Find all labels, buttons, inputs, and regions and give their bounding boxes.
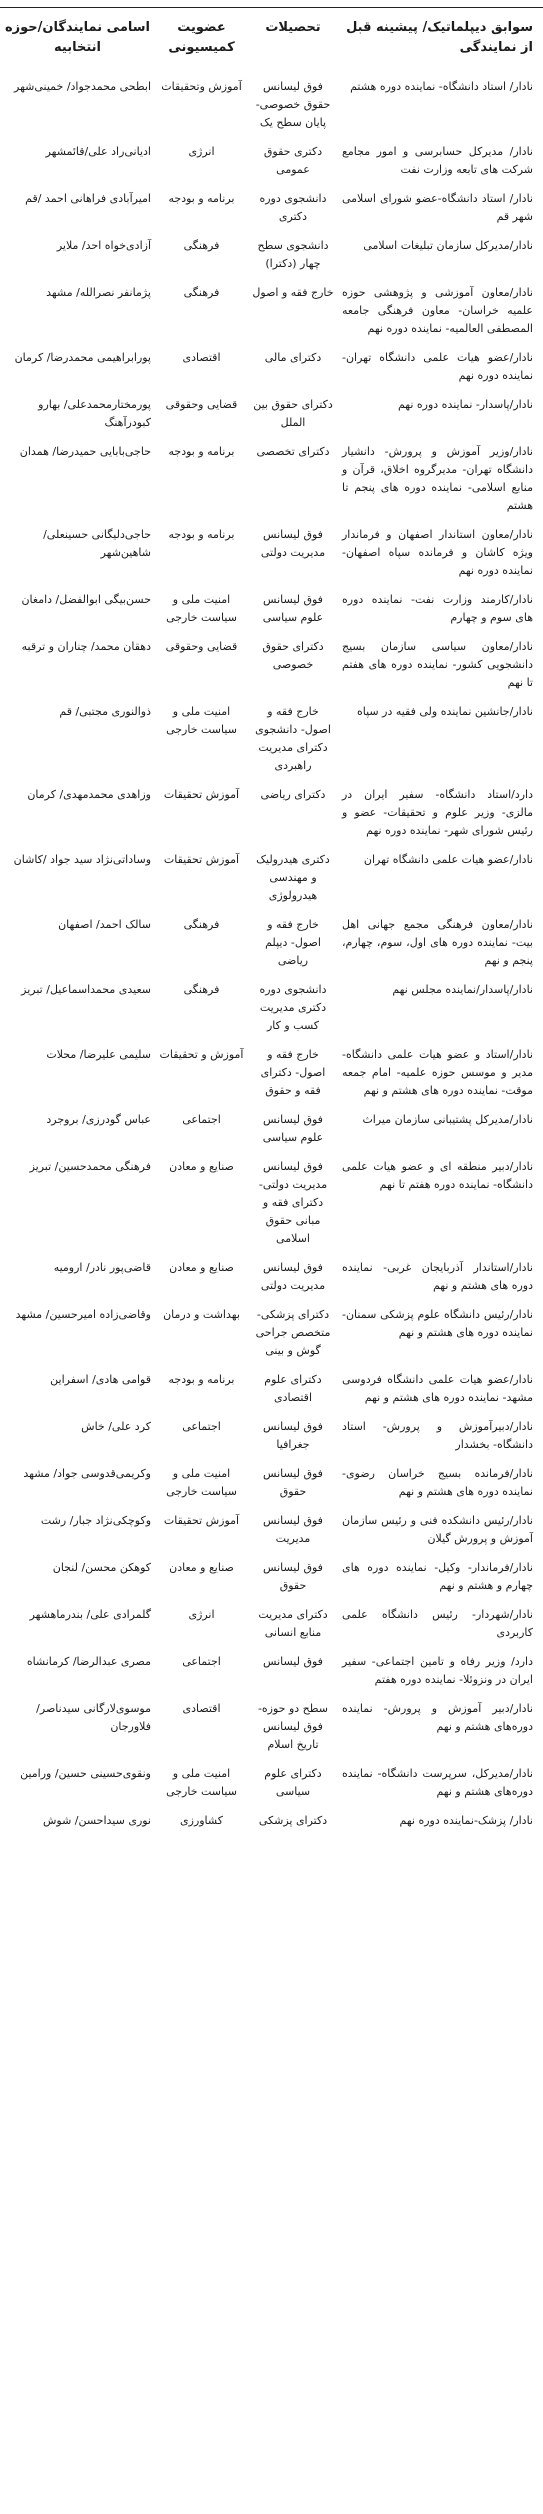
cell-committee: اجتماعی <box>182 1655 221 1668</box>
cell-education: فوق لیسانس علوم سیاسی <box>262 1113 324 1144</box>
cell-name: موسوی‌لارگانی سیدناصر/فلاورجان <box>36 1702 151 1733</box>
cell-committee: آموزش تحقیقات <box>163 788 240 801</box>
table-row <box>0 345 543 392</box>
cell-education: دکترای مالی <box>264 351 322 364</box>
cell-education: دکترای ریاضی <box>260 788 326 801</box>
table-row <box>0 1696 543 1761</box>
table-row <box>0 1555 543 1602</box>
cell-committee: فرهنگی <box>183 918 220 931</box>
cell-committee: فرهنگی <box>183 983 220 996</box>
cell-background: نادار/پاسدار- نماینده دوره نهم <box>397 398 533 411</box>
cell-name: سالک احمد/ اصفهان <box>58 918 151 931</box>
representatives-table <box>0 12 543 1837</box>
table-row <box>0 1761 543 1808</box>
cell-background: نادار/ استاد دانشگاه-عضو شورای اسلامی شهر قم <box>342 192 533 223</box>
cell-name: عباس گودرزی/ بروجرد <box>46 1113 151 1126</box>
cell-name: نوری سیداحسن/ شوش <box>42 1814 151 1827</box>
cell-background: نادار/کارمند وزارت نفت- نماینده دوره های سوم و چهارم <box>342 593 533 624</box>
cell-name: قاضی‌پور نادر/ ارومیه <box>53 1261 151 1274</box>
cell-name: امیرآبادی فراهانی احمد /قم <box>25 192 151 205</box>
top-rule-divider <box>0 7 543 8</box>
cell-education: خارج فقه و اصول- دکترای فقه و حقوق <box>260 1048 326 1097</box>
cell-education: دانشجوی سطح چهار (دکترا) <box>257 239 329 270</box>
cell-education: فوق لیسانس <box>263 1655 323 1668</box>
cell-committee: امنیت ملی و سیاست خارجی <box>166 1467 237 1498</box>
table-row <box>0 587 543 634</box>
cell-name: سلیمی علیرضا/ محلات <box>46 1048 151 1061</box>
cell-name: گلمرادی علی/ بندرماهشهر <box>29 1608 151 1621</box>
cell-name: پورابراهیمی محمدرضا/ کرمان <box>14 351 151 364</box>
cell-background: نادار/رئیس دانشگاه علوم پزشکی سمنان- نماینده دوره های هشتم و نهم <box>342 1308 533 1339</box>
cell-education: دکترای تخصصی <box>256 445 330 458</box>
cell-committee: برنامه و بودجه <box>168 192 235 205</box>
cell-background: نادار/پاسدار/نماینده مجلس نهم <box>392 983 533 996</box>
cell-education: دکتری هیدرولیک و مهندسی هیدرولوژی <box>256 853 330 902</box>
table-row <box>0 1649 543 1696</box>
cell-name: سعیدی محمداسماعیل/ تبریز <box>21 983 151 996</box>
cell-background: نادار/عضو هیات علمی دانشگاه فردوسی مشهد- نماینده دوره های هشتم و نهم <box>342 1373 533 1404</box>
cell-education: فوق لیسانس مدیریت دولتی <box>260 1261 326 1292</box>
cell-committee: آموزش تحقیقات <box>163 1514 240 1527</box>
cell-committee: صنایع و معادن <box>169 1160 234 1173</box>
cell-background: نادار/ استاد دانشگاه- نماینده دوره هشتم <box>350 80 533 93</box>
table-row <box>0 1367 543 1414</box>
cell-background: نادار/دبیر منطقه ای و عضو هیات علمی دانشگاه- نماینده دوره هفتم تا نهم <box>342 1160 533 1191</box>
table-row <box>0 280 543 345</box>
table-row <box>0 1461 543 1508</box>
cell-name: کوهکن محسن/ لنجان <box>52 1561 151 1574</box>
cell-background: نادار/جانشین نماینده ولی فقیه در سپاه <box>356 705 533 718</box>
cell-name: مصری عبدالرضا/ کرمانشاه <box>26 1655 151 1668</box>
cell-name: پورمختارمحمدعلی/ بهارو کبودرآهنگ <box>38 398 151 429</box>
cell-background: نادار/استاندار آذربایجان غربی- نماینده دوره های هشتم و نهم <box>342 1261 533 1292</box>
cell-education: فوق لیسانس مدیریت دولتی <box>260 528 326 559</box>
cell-name: ابطحی محمدجواد/ خمینی‌شهر <box>14 80 151 93</box>
cell-background: نادار/وزیر آموزش و پرورش- دانشیار دانشگاه تهران- مدیرگروه اخلاق، قرآن و منابع اسلامی- نماینده دوره های پنجم تا هشتم <box>342 445 533 512</box>
cell-background: نادار/مدیرکل پشتیبانی سازمان میراث <box>362 1113 533 1126</box>
cell-education: دکترای علوم سیاسی <box>264 1767 322 1798</box>
cell-name: وزاهدی محمدمهدی/ کرمان <box>27 788 151 801</box>
cell-committee: صنایع و معادن <box>169 1261 234 1274</box>
cell-background: نادار/رئیس دانشکده فنی و رئیس سازمان آموزش و پرورش گیلان <box>342 1514 533 1545</box>
table-row <box>0 522 543 587</box>
cell-committee: بهداشت و درمان <box>163 1308 240 1321</box>
cell-name: کرد علی/ خاش <box>81 1420 151 1433</box>
table-row <box>0 1302 543 1367</box>
cell-name: آزادی‌خواه احد/ ملایر <box>56 239 151 252</box>
cell-committee: اقتصادی <box>182 1702 221 1715</box>
cell-name: قوامی هادی/ اسفراین <box>50 1373 151 1386</box>
cell-committee: آموزش وتحقیقات <box>161 80 242 93</box>
table-header <box>0 12 543 74</box>
cell-name: وقاضی‌زاده امیرحسین/ مشهد <box>15 1308 151 1321</box>
cell-committee: قضایی وحقوقی <box>165 640 238 653</box>
cell-committee: برنامه و بودجه <box>168 528 235 541</box>
cell-education: خارج فقه و اصول- دانشجوی دکترای مدیریت راهبردی <box>255 705 331 772</box>
cell-name: فرهنگی محمدحسین/ تبریز <box>29 1160 151 1173</box>
cell-background: نادار/ مدیرکل حسابرسی و امور مجامع شرکت های تابعه وزارت نفت <box>342 145 533 176</box>
cell-background: نادار/ پزشک-نماینده دوره نهم <box>399 1814 533 1827</box>
cell-committee: امنیت ملی و سیاست خارجی <box>166 705 237 736</box>
table-row <box>0 186 543 233</box>
cell-name: وساداتی‌نژاد سید جواد /کاشان <box>13 853 151 866</box>
cell-background: نادار/شهردار- رئیس دانشگاه علمی کاربردی <box>342 1608 533 1639</box>
cell-name: حسن‌بیگی ابوالفضل/ دامغان <box>21 593 151 606</box>
cell-committee: اجتماعی <box>182 1113 221 1126</box>
cell-education: فوق لیسانس علوم سیاسی <box>262 593 324 624</box>
header-committee: عضویت کمیسیونی <box>168 20 235 55</box>
cell-background: نادار/دبیر آموزش و پرورش- نماینده دوره‌های هشتم و نهم <box>342 1702 533 1733</box>
table-row <box>0 1255 543 1302</box>
cell-background: دارد/ وزیر رفاه و تامین اجتماعی- سفیر ایران در ونزوئلا- نماینده دوره هفتم <box>342 1655 533 1686</box>
cell-background: نادار/دبیرآموزش و پرورش- استاد دانشگاه- بخشدار <box>342 1420 533 1451</box>
cell-background: نادار/مدیرکل سازمان تبلیغات اسلامی <box>363 239 533 252</box>
cell-education: دکترای حقوق خصوصی <box>262 640 324 671</box>
table-row <box>0 74 543 139</box>
cell-background: نادار/عضو هیات علمی دانشگاه تهران <box>363 853 533 866</box>
table-body <box>0 74 543 1837</box>
cell-background: نادار/معاون فرهنگی مجمع جهانی اهل بیت- نماینده دوره های اول، سوم، چهارم، پنجم و نهم <box>342 918 533 967</box>
cell-committee: انرژی <box>188 1608 215 1621</box>
cell-education: فوق لیسانس مدیریت دولتی- دکترای فقه و مبانی حقوق اسلامی <box>258 1160 328 1245</box>
cell-education: سطح دو حوزه- فوق لیسانس تاریخ اسلام <box>257 1702 329 1751</box>
table-row <box>0 1154 543 1255</box>
cell-name: حاجی‌دلیگانی حسینعلی/ شاهین‌شهر <box>43 528 151 559</box>
cell-committee: آموزش و تحقیقات <box>159 1048 244 1061</box>
cell-education: دکتری حقوق عمومی <box>263 145 323 176</box>
table-row <box>0 699 543 782</box>
cell-background: نادار/عضو هیات علمی دانشگاه تهران- نماینده دوره نهم <box>342 351 533 382</box>
cell-background: نادار/فرمانده بسیج خراسان رضوی- نماینده دوره های هشتم و نهم <box>342 1467 533 1498</box>
cell-background: نادار/معاون آموزشی و پژوهشی حوزه علمیه خراسان- معاون فرهنگی جامعه المصطفی العالمیه- نماینده دوره نهم <box>342 286 533 335</box>
cell-committee: فرهنگی <box>183 239 220 252</box>
header-row <box>0 12 543 74</box>
table-row <box>0 1042 543 1107</box>
header-background: سوابق دیپلماتیک/ پیشینه قبل از نمایندگی <box>346 20 533 55</box>
table-row <box>0 847 543 912</box>
table-row <box>0 139 543 186</box>
cell-name: ادیانی‌راد علی/قائمشهر <box>45 145 151 158</box>
cell-education: فوق لیسانس حقوق خصوصی- پایان سطح یک <box>255 80 331 129</box>
table-row <box>0 912 543 977</box>
cell-education: دکترای حقوق بین الملل <box>253 398 333 429</box>
table-row <box>0 977 543 1042</box>
table-row <box>0 1508 543 1555</box>
cell-background: نادار/مدیرکل، سرپرست دانشگاه- نماینده دوره‌های هشتم و نهم <box>342 1767 533 1798</box>
cell-committee: فرهنگی <box>183 286 220 299</box>
cell-education: دکترای پزشکی- متخصص جراحی گوش و بینی <box>255 1308 331 1357</box>
cell-name: وکوچکی‌نژاد جبار/ رشت <box>40 1514 151 1527</box>
cell-education: دانشجوی دوره دکتری <box>259 192 327 223</box>
cell-education: فوق لیسانس جغرافیا <box>263 1420 323 1451</box>
cell-name: حاجی‌بابایی حمیدرضا/ همدان <box>19 445 151 458</box>
cell-education: فوق لیسانس حقوق <box>263 1561 323 1592</box>
table-row <box>0 782 543 847</box>
cell-committee: اقتصادی <box>182 351 221 364</box>
cell-committee: صنایع و معادن <box>169 1561 234 1574</box>
table-row <box>0 1414 543 1461</box>
cell-education: دانشجوی دوره دکتری مدیریت کسب و کار <box>259 983 327 1032</box>
cell-committee: انرژی <box>188 145 215 158</box>
table-row <box>0 439 543 522</box>
cell-background: نادار/استاد و عضو هیات علمی دانشگاه- مدیر و موسس حوزه علمیه- امام جمعه موقت- نماینده دوره های هشتم و نهم <box>342 1048 533 1097</box>
header-names: اسامی نمایندگان/حوزه انتخابیه <box>5 20 150 55</box>
cell-name: ذوالنوری مجتبی/ قم <box>59 705 151 718</box>
table-row <box>0 634 543 699</box>
cell-education: فوق لیسانس مدیریت <box>263 1514 323 1545</box>
cell-background: دارد/استاد دانشگاه- سفیر ایران در مالزی- وزیر علوم و تحقیقات- عضو و رئیس شورای شهر- نماینده دوره نهم <box>342 788 533 837</box>
cell-education: خارج فقه و اصول <box>252 286 334 299</box>
cell-committee: برنامه و بودجه <box>168 1373 235 1386</box>
cell-name: پژمانفر نصرالله/ مشهد <box>46 286 151 299</box>
table-row <box>0 1808 543 1837</box>
cell-education: فوق لیسانس حقوق <box>263 1467 323 1498</box>
table-row <box>0 233 543 280</box>
cell-background: نادار/فرماندار- وکیل- نماینده دوره های چهارم و هشتم و نهم <box>342 1561 533 1592</box>
cell-committee: امنیت ملی و سیاست خارجی <box>166 1767 237 1798</box>
cell-background: نادار/معاون سیاسی سازمان بسیج دانشجویی کشور- نماینده دوره های هفتم تا نهم <box>342 640 533 689</box>
cell-committee: برنامه و بودجه <box>168 445 235 458</box>
cell-name: ونقوی‌حسینی حسین/ ورامین <box>20 1767 151 1780</box>
cell-education: خارج فقه و اصول- دیپلم ریاضی <box>265 918 321 967</box>
cell-background: نادار/معاون استاندار اصفهان و فرماندار ویژه کاشان و فرمانده سپاه اصفهان- نماینده دوره نهم <box>342 528 533 577</box>
cell-name: وکریمی‌قدوسی جواد/ مشهد <box>23 1467 151 1480</box>
cell-committee: اجتماعی <box>182 1420 221 1433</box>
cell-committee: قضایی وحقوقی <box>165 398 238 411</box>
cell-education: دکترای پزشکی <box>258 1814 328 1827</box>
cell-education: دکترای مدیریت منابع انسانی <box>258 1608 328 1639</box>
table-row <box>0 1107 543 1154</box>
header-education: تحصیلات <box>265 20 321 35</box>
cell-committee: کشاورزی <box>180 1814 223 1827</box>
table-row <box>0 1602 543 1649</box>
table-row <box>0 392 543 439</box>
cell-education: دکترای علوم اقتصادی <box>264 1373 322 1404</box>
cell-committee: آموزش تحقیقات <box>163 853 240 866</box>
cell-committee: امنیت ملی و سیاست خارجی <box>166 593 237 624</box>
cell-name: دهقان محمد/ چناران و ترقبه <box>21 640 151 653</box>
